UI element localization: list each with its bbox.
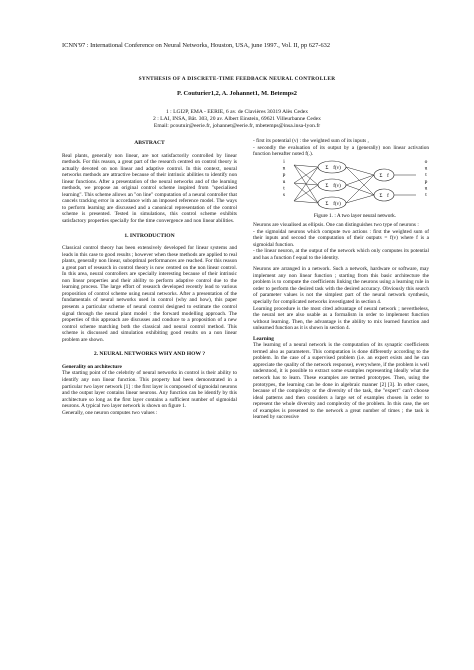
linear-neuron-bullet: - the linear neuron, at the output of the network which only computes its potential and has a function f equal to the identity. — [253, 248, 429, 261]
figure-description: Neurons are visualised as ellipsis. One can distinguishes two type of neurons : — [253, 222, 419, 228]
paper-title: SYNTHESIS OF A DISCRETE-TIME FEEDBACK NEURAL CONTROLLER — [138, 76, 336, 82]
neuron-activation-label: f(v) — [333, 184, 341, 189]
right-column-top — [253, 138, 429, 158]
neuron-sum-symbol: Σ — [379, 174, 383, 179]
neuron-activation-label: f(v) — [333, 166, 341, 171]
neuron-sum-symbol: Σ — [325, 184, 329, 189]
inputs-label: i n p u t s — [282, 159, 286, 198]
section2-heading: 2. NEURAL NETWORKS WHY AND HOW ? — [93, 351, 206, 358]
abstract-text: Real plants, generally non linear, are not satisfactorily controlled by linear methods. For this reason, a great part of the research centred on control theory is actually devoted on non linear and adaptive control. In this context, neural networks methods are attractive because of their intrinsic abilities to identify non linear functions. After a presentation of the neural networks and of the learning methods, we propose an original control scheme inspired from "specialised learning". This scheme allows an "on line" computation of a neural controller that cancels tracking error in accordance with an imposed reference model. The ways to perform learning are discussed and a canonical representation of the control scheme is presented. Tested in simulations, this control scheme exhibits satisfactory properties specially for the time convergence and non linear abilities. — [62, 152, 237, 225]
intro-heading: 1. INTRODUCTION — [124, 232, 175, 239]
conference-header: ICNN'97 : International Conference on Neural Networks, Houston, USA, june 1997., Vol. II, pp 627-632 — [62, 42, 331, 49]
general-last: Generally, one neuron computes two values : — [62, 409, 158, 416]
email-line: Email: pcoutuir@eerie.fr, johannet@eerie.fr, mbetemps@insa.insa-lyon.fr — [153, 123, 321, 129]
right-column-main — [253, 222, 429, 421]
learning-advantage-paragraph: Learning procedure is the most cited advantage of neural network ; nevertheless, the neural net are also usable as a formalism in order to implement function without learning. Then, the advantage is the ability to mix learned function and unlearned function as it is shown in section 4. — [253, 305, 429, 332]
bullet-output: - secondly the evaluation of its output by a (generally) non linear activation function hereafter noted f(.). — [253, 144, 429, 158]
bullet-potential: - first its potential (v) : the weighted sum of its inputs , — [253, 138, 369, 144]
abstract-heading: ABSTRACT — [134, 140, 165, 146]
left-column — [62, 132, 237, 416]
network-paragraph: Neurons are arranged in a network. Such a network, hardware or software, may implement any non linear function ; starting from this basic architecture the problem is to compute the coefficients linking the neurons using a learning rule in order to perform the desired task with the desired accuracy. Obviously this search of parameter values is not the simplest part of the neural network synthesis, specially for complicated networks investigated in section 4. — [253, 266, 429, 306]
outputs-label: o u t p u t — [424, 159, 428, 198]
intro-text: Classical control theory has been extensively developed for linear systems and leads in this case to good results ; however when these methods are applied to real plants, generally non linear, suboptimal performances are reached. For this reason a great part of research in control theory is now centred on the non linear control. In this area, neural controllers are specially interesting because of their intrinsic non linear properties and their ability to perform adaptive control due to the learning process. The large effort of research developed recently lead to various proposition of control scheme using neural networks. After a presentation of the fundamentals of neural networks used in control (why and how), this paper presents a particular scheme of neural control designed to estimate the control signal through the neural plant model : the forward modelling approach. The properties of this approach are discusses and conduce to a proposition of a new control scheme matching both the classical and neural control method. This scheme is discussed and simulation exhibiting good results on a non linear problem are shown. — [62, 245, 237, 343]
general-heading: Generality on architecture — [62, 363, 122, 370]
general-text: The starting point of the celebrity of neural networks in control is their ability to identify any non linear function. This property had been demonstrated in a particular two layer network [1] : the first layer is composed of sigmoidal neurons and the output layer contains linear neurons. Any function can be identify by this architecture so long as the first layer contains a sufficient number of sigmoidal neurons. A typical two layer network is shown on figure 1. — [62, 370, 237, 410]
learning-heading: Learning — [253, 335, 274, 342]
neuron-linear-label: f — [387, 174, 389, 179]
learning-text: The learning of a neural network is the computation of its synaptic coefficients termed also as parameters. This computation is done differently according to the problem. In the case of a supervised problem (i.e. an expert exists and he can appreciate the quality of the network response), everywhere, if the problem is well understood, it is possible to extract some examples representing ideally what the network has to learn. These examples are termed prototypes. Then, using the prototypes, the learning can be done in algebraic manner [2] [3]. In other cases, because of the complexity or the diversity of the task, the "expert" can't choose ideal patterns and then considers a large set of examples chosen in order to represent the whole diversity and complexity of the problem. In this case, the set of examples is presented to the network a great number of times ; the task is learned by successive — [253, 342, 429, 421]
figure-caption: Figure 1. : A two layer neural network. — [313, 213, 397, 219]
neuron-sum-symbol: Σ — [379, 194, 383, 199]
neuron-sum-symbol: Σ — [325, 202, 329, 207]
paper-authors: P. Couturier1,2, A. Johannet1, M. Betemps2 — [177, 90, 297, 97]
affiliation-1: 1 : LGI2P, EMA - EERIE, 6 av. de Clavières 30319 Alès Cedex — [165, 109, 309, 115]
sigmoid-neuron-bullet: - the sigmoidal neurons which compute two actions : first the weighted sum of their inputs and second the computation of their outputs = f(v) where f is a sigmoidal function. — [253, 228, 429, 248]
neuron-activation-label: f(v) — [333, 202, 341, 207]
figure-1-network — [272, 157, 438, 219]
affiliation-2: 2 : LAI, INSA, Bât. 303, 20 av. Albert Einstein, 69621 Villeurbanne Cedex — [153, 116, 321, 122]
neuron-sum-symbol: Σ — [325, 166, 329, 171]
neuron-linear-label: f — [387, 194, 389, 199]
